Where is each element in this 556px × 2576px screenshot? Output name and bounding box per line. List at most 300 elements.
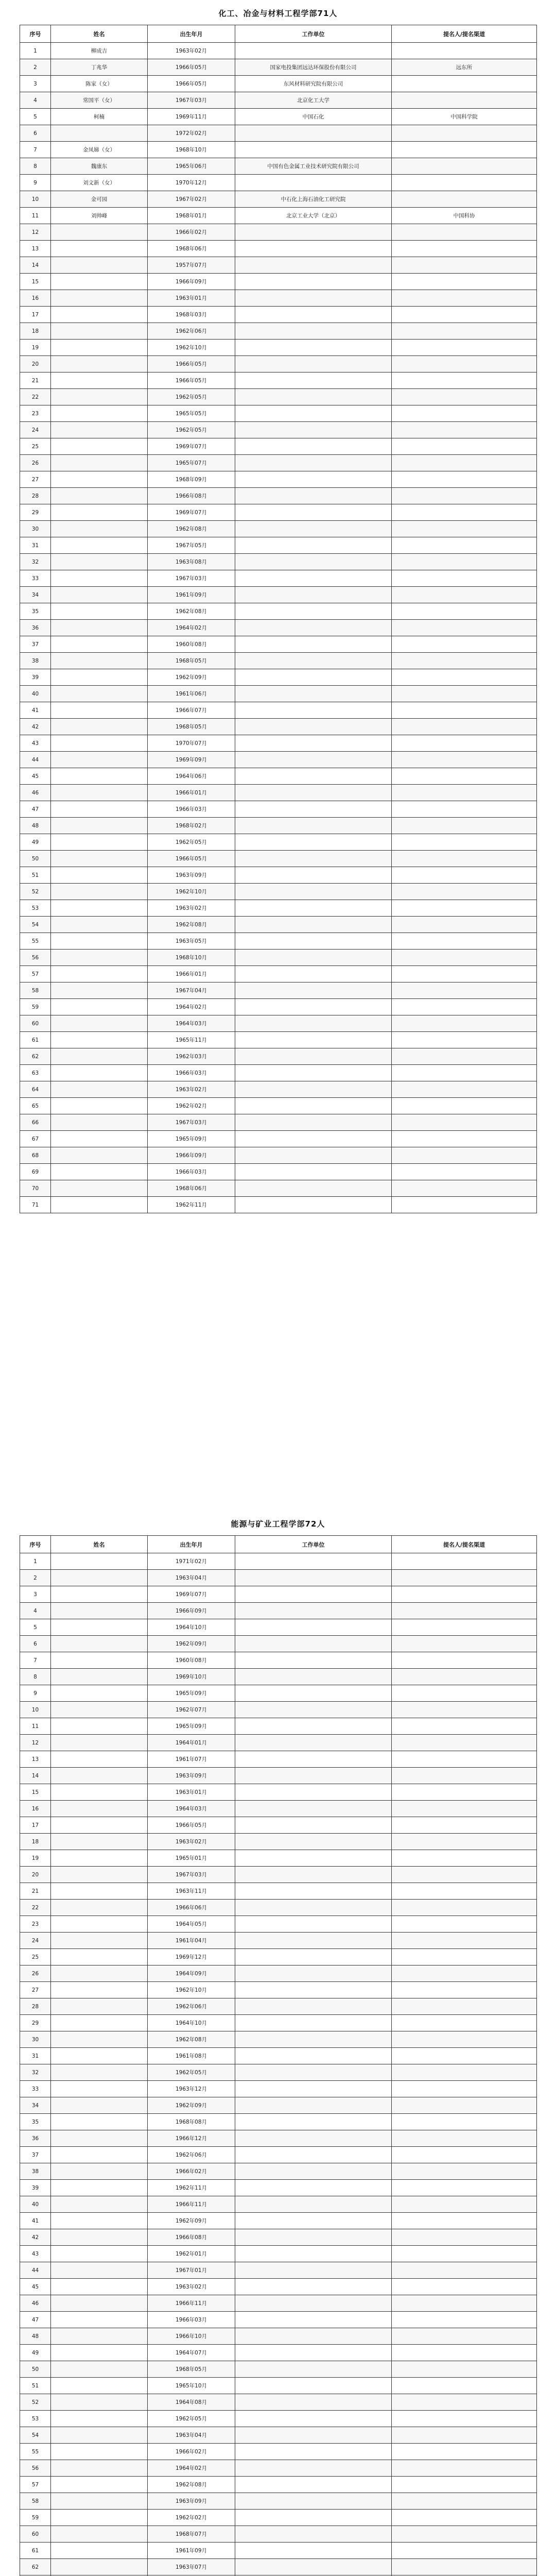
cell-name (51, 2213, 148, 2229)
cell-birth: 1968年02月 (148, 818, 235, 834)
table-row (20, 2015, 537, 2031)
cell-birth: 1966年11月 (148, 2196, 235, 2213)
cell-name (51, 620, 148, 636)
cell-unit (235, 1867, 392, 1883)
cell-channel (392, 1982, 537, 1998)
cell-channel (392, 1900, 537, 1916)
cell-seq: 32 (20, 554, 51, 570)
cell-unit (235, 438, 392, 455)
cell-birth: 1962年07月 (148, 1702, 235, 1718)
table-row (20, 2477, 537, 2493)
cell-seq: 7 (20, 142, 51, 158)
cell-channel (392, 801, 537, 818)
cell-name (51, 554, 148, 570)
cell-name (51, 1965, 148, 1982)
cell-unit (235, 2246, 392, 2262)
cell-seq: 13 (20, 241, 51, 257)
cell-seq: 30 (20, 2031, 51, 2048)
cell-name (51, 1015, 148, 1032)
cell-channel (392, 2427, 537, 2444)
cell-seq: 29 (20, 504, 51, 521)
cell-birth: 1970年07月 (148, 735, 235, 752)
cell-channel (392, 1048, 537, 1065)
table-row (20, 1735, 537, 1751)
table-row (20, 1081, 537, 1098)
cell-unit (235, 471, 392, 488)
cell-seq: 16 (20, 290, 51, 307)
cell-seq: 55 (20, 933, 51, 950)
cell-unit (235, 1965, 392, 1982)
cell-unit (235, 1685, 392, 1702)
table-row (20, 175, 537, 191)
cell-birth: 1964年06月 (148, 768, 235, 785)
cell-name (51, 2493, 148, 2510)
cell-unit (235, 1553, 392, 1570)
cell-seq: 12 (20, 224, 51, 241)
cell-name (51, 1817, 148, 1834)
cell-channel (392, 274, 537, 290)
cell-seq: 25 (20, 438, 51, 455)
cell-seq: 20 (20, 1867, 51, 1883)
cell-unit (235, 999, 392, 1015)
cell-seq: 24 (20, 422, 51, 438)
cell-unit (235, 2295, 392, 2312)
table-row (20, 1718, 537, 1735)
cell-seq: 10 (20, 191, 51, 208)
table-row (20, 274, 537, 290)
cell-channel (392, 1998, 537, 2015)
cell-channel (392, 2048, 537, 2064)
cell-unit (235, 1998, 392, 2015)
cell-seq: 46 (20, 2295, 51, 2312)
cell-unit (235, 2444, 392, 2460)
cell-unit (235, 2081, 392, 2097)
cell-unit (235, 307, 392, 323)
cell-unit (235, 1164, 392, 1180)
cell-birth: 1968年08月 (148, 2114, 235, 2130)
table-row (20, 389, 537, 405)
cell-birth: 1961年08月 (148, 2048, 235, 2064)
cell-channel (392, 1965, 537, 1982)
cell-channel (392, 1164, 537, 1180)
cell-unit (235, 455, 392, 471)
cell-channel (392, 488, 537, 504)
cell-seq: 34 (20, 587, 51, 603)
table-row (20, 1015, 537, 1032)
cell-seq: 2 (20, 59, 51, 76)
cell-unit (235, 1916, 392, 1933)
cell-channel (392, 455, 537, 471)
cell-unit (235, 2328, 392, 2345)
cell-birth: 1962年09月 (148, 2097, 235, 2114)
cell-channel (392, 752, 537, 768)
cell-channel (392, 2180, 537, 2196)
cell-birth: 1964年10月 (148, 1619, 235, 1636)
cell-channel (392, 2163, 537, 2180)
table-row (20, 1817, 537, 1834)
cell-name (51, 1933, 148, 1949)
cell-birth: 1966年03月 (148, 1065, 235, 1081)
cell-channel (392, 1553, 537, 1570)
cell-unit (235, 1834, 392, 1850)
table-row (20, 2378, 537, 2394)
cell-unit (235, 372, 392, 389)
cell-name: 金凤娣（女） (51, 142, 148, 158)
cell-unit (235, 1586, 392, 1603)
cell-seq: 44 (20, 752, 51, 768)
cell-name (51, 735, 148, 752)
cell-name (51, 2378, 148, 2394)
table-row (20, 1834, 537, 1850)
cell-channel (392, 521, 537, 537)
table-row (20, 1553, 537, 1570)
cell-seq: 58 (20, 2493, 51, 2510)
cell-name (51, 389, 148, 405)
cell-name (51, 1850, 148, 1867)
cell-name: 刘帅峰 (51, 208, 148, 224)
cell-unit (235, 1048, 392, 1065)
cell-channel (392, 1916, 537, 1933)
cell-channel (392, 2378, 537, 2394)
cell-seq: 18 (20, 1834, 51, 1850)
cell-seq: 57 (20, 966, 51, 982)
cell-unit (235, 735, 392, 752)
table-row (20, 2130, 537, 2147)
cell-birth: 1968年07月 (148, 2526, 235, 2543)
table-row (20, 1098, 537, 1114)
cell-unit (235, 2180, 392, 2196)
cell-birth: 1969年07月 (148, 1586, 235, 1603)
cell-channel (392, 1768, 537, 1784)
cell-channel (392, 2147, 537, 2163)
cell-channel (392, 999, 537, 1015)
cell-name (51, 2262, 148, 2279)
table-row (20, 208, 537, 224)
cell-unit (235, 521, 392, 537)
cell-name (51, 2130, 148, 2147)
cell-birth: 1972年02月 (148, 125, 235, 142)
table-row (20, 669, 537, 686)
cell-birth: 1965年10月 (148, 2378, 235, 2394)
table-row (20, 422, 537, 438)
cell-birth: 1962年03月 (148, 1048, 235, 1065)
cell-name (51, 1652, 148, 1669)
table-row (20, 1197, 537, 1213)
cell-birth: 1964年03月 (148, 1015, 235, 1032)
col-header-seq: 序号 (20, 1536, 51, 1553)
cell-unit (235, 1982, 392, 1998)
table-row (20, 2510, 537, 2526)
cell-unit (235, 2262, 392, 2279)
table-row (20, 340, 537, 356)
cell-seq: 17 (20, 307, 51, 323)
cell-name (51, 1900, 148, 1916)
cell-seq: 31 (20, 2048, 51, 2064)
cell-seq: 40 (20, 686, 51, 702)
cell-birth: 1962年08月 (148, 2031, 235, 2048)
cell-unit (235, 1949, 392, 1965)
cell-channel (392, 307, 537, 323)
cell-birth: 1969年07月 (148, 438, 235, 455)
table-row (20, 2328, 537, 2345)
table-body (20, 1553, 537, 2576)
cell-name (51, 241, 148, 257)
cell-name (51, 372, 148, 389)
cell-unit (235, 257, 392, 274)
cell-birth: 1962年01月 (148, 2246, 235, 2262)
cell-birth: 1966年02月 (148, 2163, 235, 2180)
cell-unit (235, 587, 392, 603)
table-row (20, 2147, 537, 2163)
cell-unit (235, 867, 392, 884)
cell-channel: 中国科学院 (392, 109, 537, 125)
cell-name: 刘文新（女） (51, 175, 148, 191)
cell-unit (235, 818, 392, 834)
cell-unit (235, 1131, 392, 1147)
cell-unit (235, 125, 392, 142)
cell-birth: 1962年06月 (148, 1998, 235, 2015)
cell-channel (392, 2279, 537, 2295)
table-row (20, 372, 537, 389)
cell-unit (235, 884, 392, 900)
cell-birth: 1963年05月 (148, 933, 235, 950)
cell-birth: 1962年09月 (148, 669, 235, 686)
cell-unit (235, 2279, 392, 2295)
cell-name (51, 2114, 148, 2130)
cell-unit (235, 2163, 392, 2180)
cell-channel (392, 2394, 537, 2411)
cell-unit (235, 2411, 392, 2427)
table-row (20, 1570, 537, 1586)
cell-name (51, 1180, 148, 1197)
cell-name (51, 801, 148, 818)
table-body (20, 43, 537, 1213)
table-row (20, 1065, 537, 1081)
cell-name (51, 1801, 148, 1817)
cell-unit (235, 2064, 392, 2081)
cell-unit (235, 900, 392, 917)
cell-seq: 31 (20, 537, 51, 554)
cell-unit (235, 2510, 392, 2526)
cell-channel (392, 1586, 537, 1603)
cell-name (51, 1669, 148, 1685)
cell-name (51, 1982, 148, 1998)
cell-unit (235, 653, 392, 669)
table-row (20, 1801, 537, 1817)
cell-birth: 1962年05月 (148, 389, 235, 405)
cell-birth: 1966年03月 (148, 2312, 235, 2328)
cell-seq: 67 (20, 1131, 51, 1147)
cell-unit (235, 2460, 392, 2477)
section-chemical-metallurgy-materials (20, 2, 536, 1213)
cell-birth: 1963年02月 (148, 1834, 235, 1850)
section-energy-mining (20, 1513, 536, 2576)
cell-seq: 61 (20, 2543, 51, 2559)
cell-channel (392, 785, 537, 801)
cell-seq: 25 (20, 1949, 51, 1965)
cell-channel (392, 719, 537, 735)
cell-unit (235, 2559, 392, 2575)
cell-seq: 9 (20, 1685, 51, 1702)
cell-seq: 7 (20, 1652, 51, 1669)
cell-channel (392, 422, 537, 438)
cell-birth: 1964年08月 (148, 2394, 235, 2411)
table-row (20, 587, 537, 603)
table-row (20, 966, 537, 982)
cell-seq: 58 (20, 982, 51, 999)
cell-unit (235, 2477, 392, 2493)
cell-unit: 中国有色金属工业技术研究院有限公司 (235, 158, 392, 175)
cell-name (51, 537, 148, 554)
table-row (20, 241, 537, 257)
cell-unit (235, 1114, 392, 1131)
cell-channel (392, 669, 537, 686)
table-row (20, 92, 537, 109)
cell-birth: 1967年01月 (148, 2262, 235, 2279)
cell-birth: 1962年08月 (148, 603, 235, 620)
table-row (20, 43, 537, 59)
cell-birth: 1968年10月 (148, 142, 235, 158)
cell-birth: 1968年09月 (148, 471, 235, 488)
cell-unit (235, 2031, 392, 2048)
cell-name (51, 2295, 148, 2312)
cell-unit: 北京化工大学 (235, 92, 392, 109)
cell-name (51, 867, 148, 884)
cell-unit (235, 2427, 392, 2444)
cell-birth: 1963年02月 (148, 900, 235, 917)
cell-seq: 46 (20, 785, 51, 801)
cell-channel (392, 2510, 537, 2526)
table-row (20, 1933, 537, 1949)
table-row (20, 1586, 537, 1603)
cell-seq: 29 (20, 2015, 51, 2031)
cell-unit (235, 1147, 392, 1164)
cell-channel (392, 323, 537, 340)
table-row (20, 257, 537, 274)
cell-birth: 1962年08月 (148, 2477, 235, 2493)
cell-unit (235, 1669, 392, 1685)
cell-seq: 39 (20, 2180, 51, 2196)
cell-seq: 70 (20, 1180, 51, 1197)
cell-channel (392, 570, 537, 587)
cell-channel (392, 1081, 537, 1098)
cell-birth: 1964年10月 (148, 2015, 235, 2031)
cell-birth: 1966年01月 (148, 966, 235, 982)
table-row (20, 768, 537, 785)
table-row (20, 2279, 537, 2295)
table-row (20, 702, 537, 719)
cell-birth: 1964年01月 (148, 1735, 235, 1751)
table-row (20, 1603, 537, 1619)
cell-birth: 1962年08月 (148, 521, 235, 537)
cell-channel (392, 2081, 537, 2097)
cell-birth: 1966年02月 (148, 2444, 235, 2460)
table-row (20, 603, 537, 620)
cell-birth: 1965年07月 (148, 455, 235, 471)
table-row (20, 884, 537, 900)
table-row (20, 521, 537, 537)
cell-unit (235, 241, 392, 257)
cell-name (51, 669, 148, 686)
cell-birth: 1968年05月 (148, 653, 235, 669)
cell-birth: 1968年05月 (148, 719, 235, 735)
cell-name (51, 323, 148, 340)
cell-channel (392, 1850, 537, 1867)
cell-unit (235, 1718, 392, 1735)
table-row (20, 1669, 537, 1685)
cell-birth: 1969年07月 (148, 504, 235, 521)
cell-channel (392, 241, 537, 257)
cell-birth: 1961年09月 (148, 2543, 235, 2559)
cell-channel (392, 1098, 537, 1114)
cell-birth: 1960年08月 (148, 636, 235, 653)
cell-birth: 1962年08月 (148, 917, 235, 933)
cell-unit (235, 2097, 392, 2114)
cell-channel (392, 735, 537, 752)
cell-name (51, 1032, 148, 1048)
cell-unit (235, 1065, 392, 1081)
cell-seq: 9 (20, 175, 51, 191)
cell-channel (392, 1669, 537, 1685)
cell-unit (235, 966, 392, 982)
cell-name (51, 636, 148, 653)
cell-channel (392, 1817, 537, 1834)
cell-channel (392, 158, 537, 175)
cell-unit (235, 2361, 392, 2378)
cell-name (51, 966, 148, 982)
table-row (20, 950, 537, 966)
cell-unit (235, 323, 392, 340)
table-row (20, 109, 537, 125)
cell-channel (392, 2229, 537, 2246)
cell-channel (392, 2444, 537, 2460)
cell-channel (392, 356, 537, 372)
table-row (20, 1768, 537, 1784)
cell-seq: 4 (20, 1603, 51, 1619)
cell-name (51, 752, 148, 768)
table-row (20, 2262, 537, 2279)
cell-birth: 1963年01月 (148, 290, 235, 307)
cell-name: 金可园 (51, 191, 148, 208)
cell-seq: 56 (20, 950, 51, 966)
cell-seq: 64 (20, 1081, 51, 1098)
cell-unit (235, 620, 392, 636)
cell-seq: 53 (20, 900, 51, 917)
cell-name (51, 405, 148, 422)
cell-channel (392, 587, 537, 603)
cell-unit (235, 488, 392, 504)
cell-birth: 1966年05月 (148, 851, 235, 867)
cell-unit (235, 224, 392, 241)
cell-name (51, 1867, 148, 1883)
table-row (20, 2213, 537, 2229)
cell-channel (392, 1065, 537, 1081)
table-row (20, 1180, 537, 1197)
cell-seq: 42 (20, 2229, 51, 2246)
cell-seq: 42 (20, 719, 51, 735)
table-row (20, 1982, 537, 1998)
cell-seq: 33 (20, 2081, 51, 2097)
cell-seq: 18 (20, 323, 51, 340)
table-row (20, 59, 537, 76)
cell-birth: 1962年02月 (148, 1098, 235, 1114)
table-row (20, 2180, 537, 2196)
cell-birth: 1962年11月 (148, 1197, 235, 1213)
cell-seq: 60 (20, 1015, 51, 1032)
cell-name (51, 2015, 148, 2031)
cell-seq: 28 (20, 488, 51, 504)
cell-channel (392, 257, 537, 274)
